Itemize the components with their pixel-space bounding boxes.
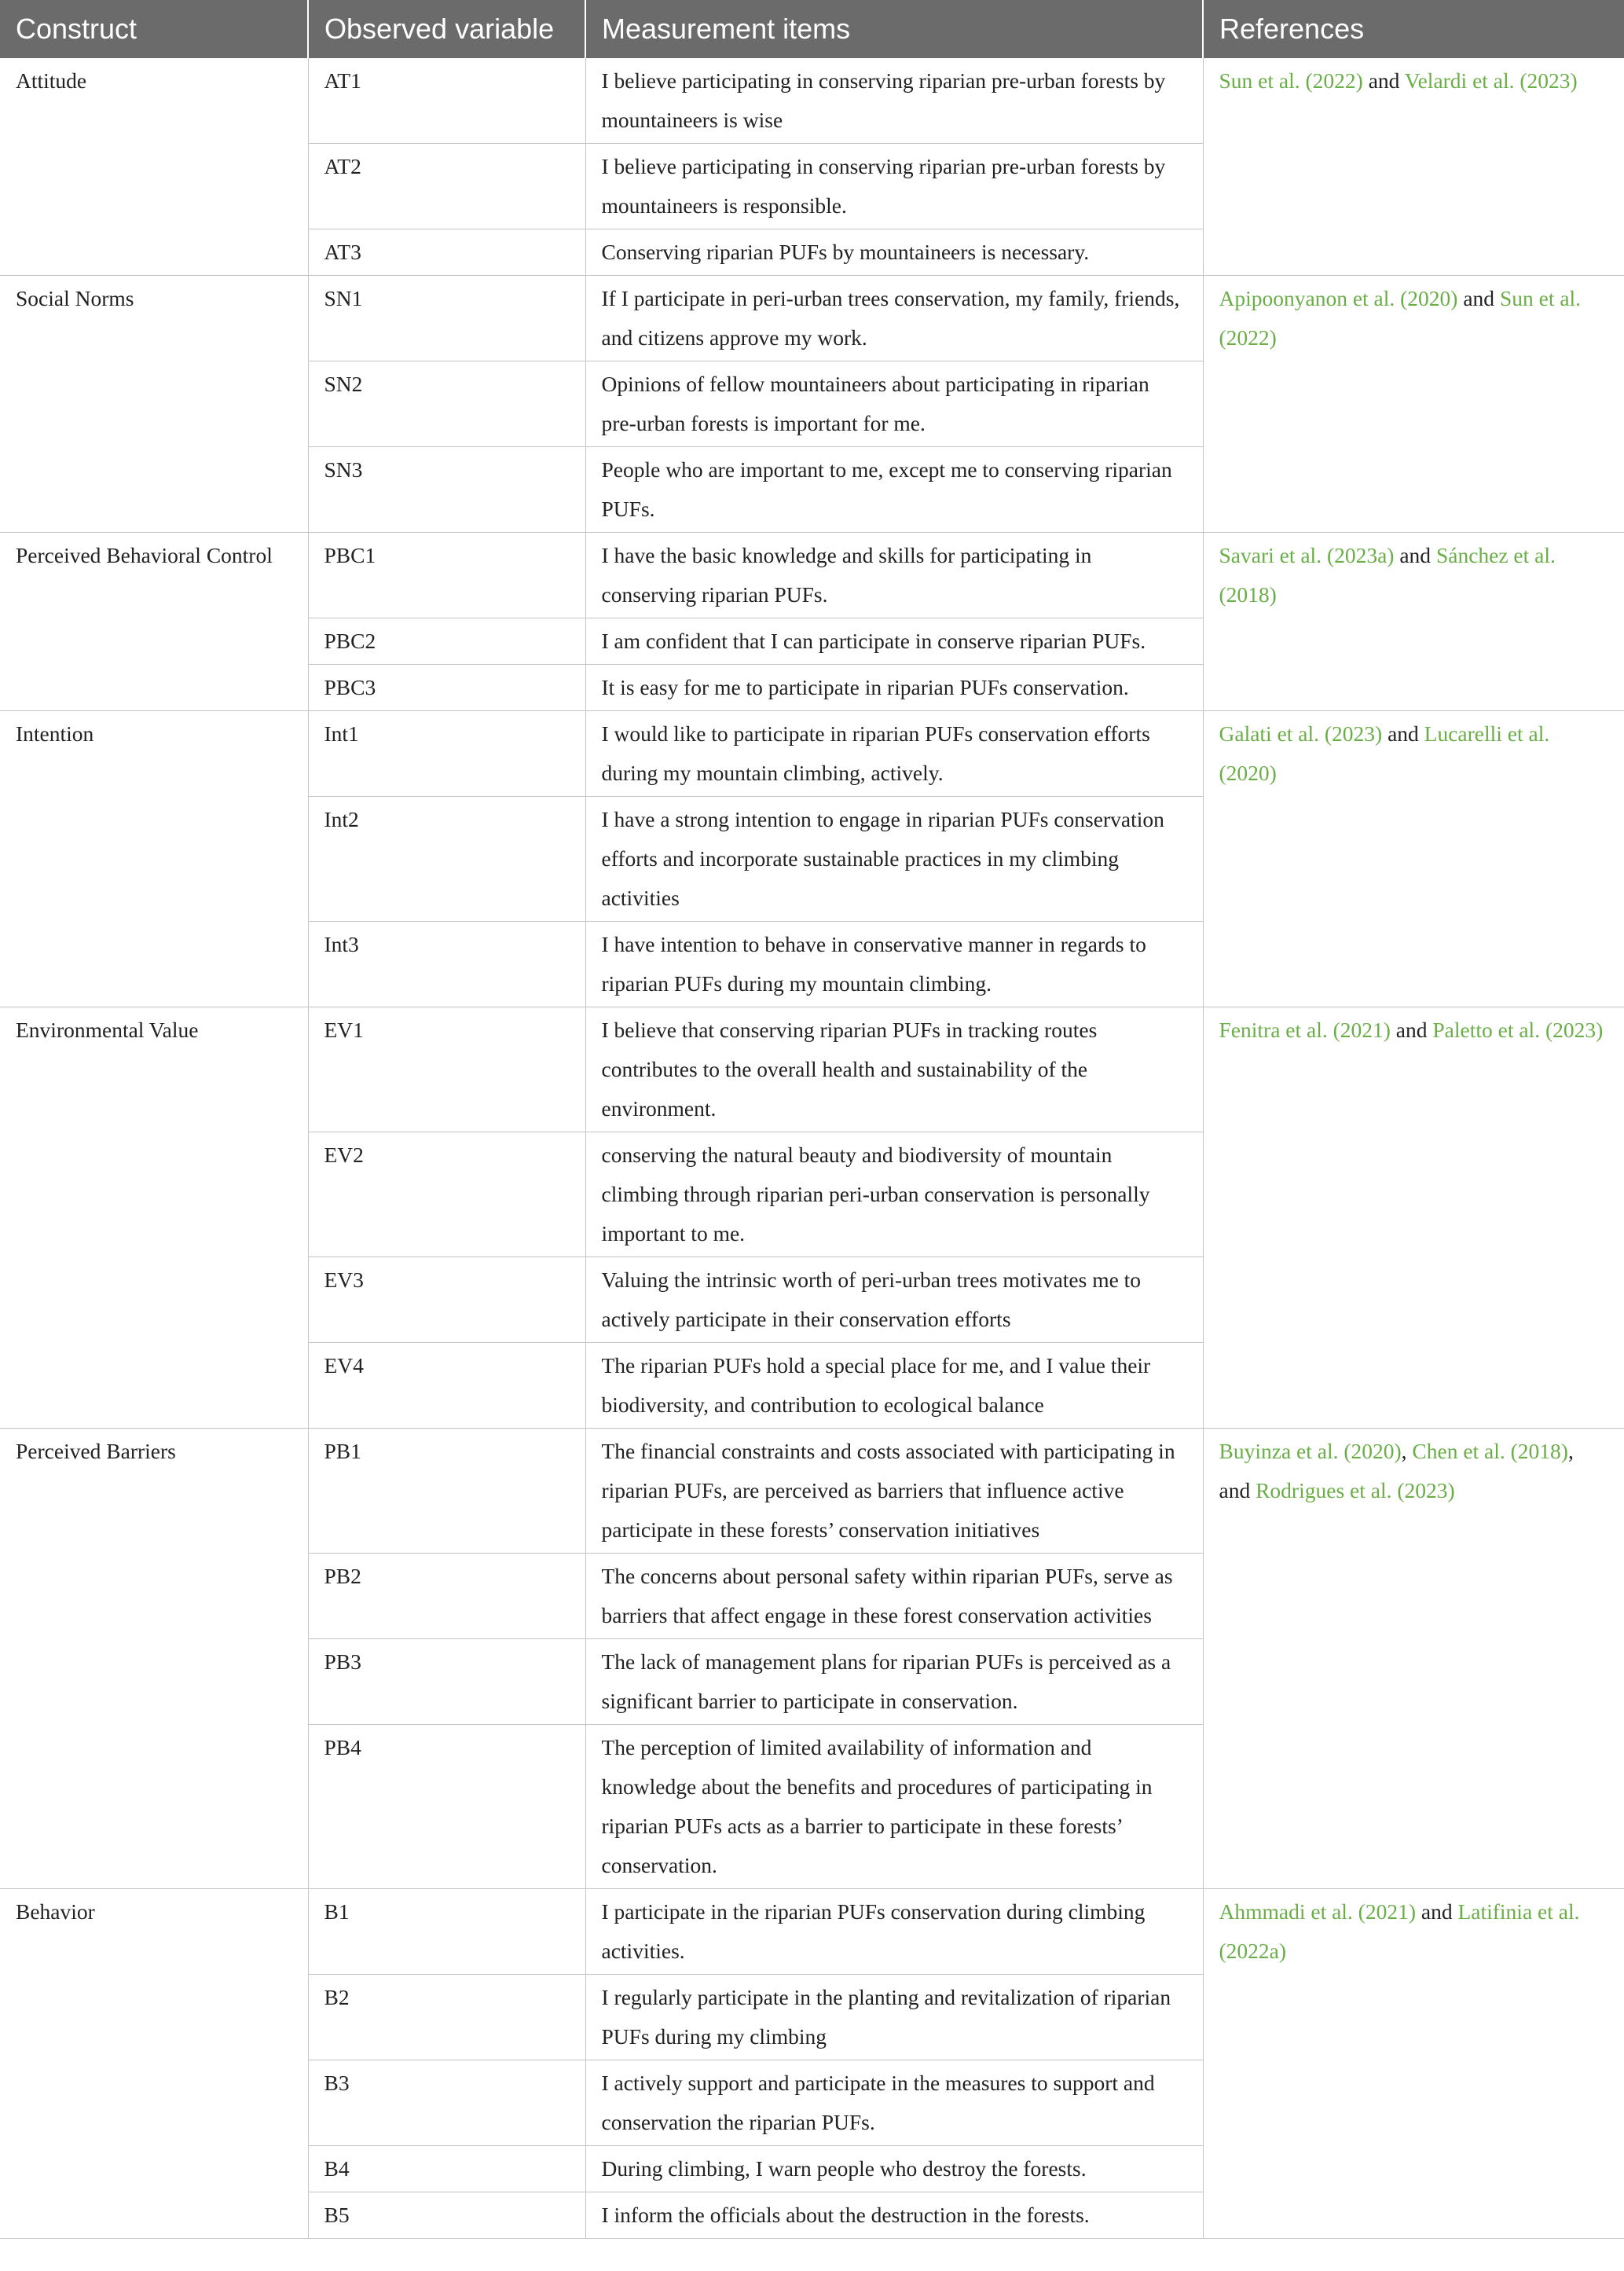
reference-link[interactable]: Sánchez et al. (2018) <box>1219 543 1556 607</box>
observed-variable-cell: SN2 <box>308 361 585 447</box>
construct-cell: Social Norms <box>0 276 308 533</box>
references-cell <box>1203 58 1624 276</box>
reference-link[interactable]: Rodrigues et al. (2023) <box>1256 1478 1455 1502</box>
reference-link[interactable]: Paletto et al. (2023) <box>1432 1018 1604 1042</box>
measurement-item-cell: The riparian PUFs hold a special place for me, and I value their biodiversity, and contribution to ecological balance <box>585 1343 1203 1429</box>
header-row <box>0 0 1624 58</box>
reference-separator: and <box>1382 721 1424 746</box>
measurement-item-cell: I have a strong intention to engage in riparian PUFs conservation efforts and incorporate sustainable practices in my climbing activities <box>585 797 1203 922</box>
observed-variable-cell: EV4 <box>308 1343 585 1429</box>
table-row <box>0 1007 1624 1132</box>
reference-separator: and <box>1394 543 1436 567</box>
measurement-item-cell: I believe participating in conserving riparian pre-urban forests by mountaineers is responsible. <box>585 144 1203 229</box>
measurement-item-cell: If I participate in peri-urban trees conservation, my family, friends, and citizens approve my work. <box>585 276 1203 361</box>
observed-variable-cell: PB1 <box>308 1429 585 1554</box>
measurement-item-cell: I participate in the riparian PUFs conservation during climbing activities. <box>585 1889 1203 1975</box>
reference-separator: and <box>1416 1899 1458 1924</box>
construct-cell: Perceived Behavioral Control <box>0 533 308 711</box>
table-row <box>0 711 1624 797</box>
measurement-item-cell: Valuing the intrinsic worth of peri-urban trees motivates me to actively participate in their conservation efforts <box>585 1257 1203 1343</box>
measurement-item-cell: The perception of limited availability of information and knowledge about the benefits and procedures of participating in riparian PUFs acts as a barrier to participate in these forests’ conservation. <box>585 1725 1203 1889</box>
measurement-item-cell: I would like to participate in riparian PUFs conservation efforts during my mountain climbing, actively. <box>585 711 1203 797</box>
observed-variable-cell: B2 <box>308 1975 585 2060</box>
measurement-item-cell: During climbing, I warn people who destroy the forests. <box>585 2146 1203 2192</box>
reference-link[interactable]: Savari et al. (2023a) <box>1219 543 1395 567</box>
reference-link[interactable]: Velardi et al. (2023) <box>1404 68 1578 93</box>
observed-variable-cell: PBC3 <box>308 665 585 711</box>
measurement-item-cell: Conserving riparian PUFs by mountaineers is necessary. <box>585 229 1203 276</box>
references-cell <box>1203 533 1624 711</box>
header-measurement-items: Measurement items <box>585 0 1203 58</box>
reference-link[interactable]: Latifinia et al. (2022a) <box>1219 1899 1580 1963</box>
references-cell <box>1203 1007 1624 1429</box>
observed-variable-cell: PB2 <box>308 1554 585 1639</box>
measurement-item-cell: It is easy for me to participate in riparian PUFs conservation. <box>585 665 1203 711</box>
observed-variable-cell: EV1 <box>308 1007 585 1132</box>
observed-variable-cell: EV3 <box>308 1257 585 1343</box>
observed-variable-cell: PBC2 <box>308 618 585 665</box>
measurement-item-cell: I believe that conserving riparian PUFs in tracking routes contributes to the overall health and sustainability of the environment. <box>585 1007 1203 1132</box>
measurement-item-cell: The financial constraints and costs associated with participating in riparian PUFs, are perceived as barriers that influence active participate in these forests’ conservation initiatives <box>585 1429 1203 1554</box>
reference-link[interactable]: Lucarelli et al. (2020) <box>1219 721 1550 785</box>
reference-separator: and <box>1390 1018 1433 1042</box>
construct-cell: Environmental Value <box>0 1007 308 1429</box>
measurement-item-cell: I regularly participate in the planting and revitalization of riparian PUFs during my climbing <box>585 1975 1203 2060</box>
construct-cell: Intention <box>0 711 308 1007</box>
observed-variable-cell: PB4 <box>308 1725 585 1889</box>
table-row <box>0 1429 1624 1554</box>
reference-separator: , <box>1401 1439 1413 1463</box>
reference-separator: and <box>1457 286 1500 310</box>
observed-variable-cell: EV2 <box>308 1132 585 1257</box>
reference-link[interactable]: Fenitra et al. (2021) <box>1219 1018 1391 1042</box>
construct-cell: Attitude <box>0 58 308 276</box>
reference-link[interactable]: Chen et al. (2018) <box>1412 1439 1568 1463</box>
reference-link[interactable]: Galati et al. (2023) <box>1219 721 1383 746</box>
observed-variable-cell: AT2 <box>308 144 585 229</box>
measurement-item-cell: Opinions of fellow mountaineers about participating in riparian pre-urban forests is important for me. <box>585 361 1203 447</box>
observed-variable-cell: PB3 <box>308 1639 585 1725</box>
references-cell <box>1203 1889 1624 2239</box>
measurement-item-cell: I have intention to behave in conservative manner in regards to riparian PUFs during my mountain climbing. <box>585 922 1203 1007</box>
measurement-item-cell: I believe participating in conserving riparian pre-urban forests by mountaineers is wise <box>585 58 1203 144</box>
header-observed-variable: Observed variable <box>308 0 585 58</box>
table-header <box>0 0 1624 58</box>
observed-variable-cell: B1 <box>308 1889 585 1975</box>
measurement-item-cell: I inform the officials about the destruction in the forests. <box>585 2192 1203 2239</box>
observed-variable-cell: B5 <box>308 2192 585 2239</box>
measurement-item-cell: The lack of management plans for riparian PUFs is perceived as a significant barrier to participate in conservation. <box>585 1639 1203 1725</box>
measurement-item-cell: The concerns about personal safety within riparian PUFs, serve as barriers that affect engage in these forest conservation activities <box>585 1554 1203 1639</box>
header-references: References <box>1203 0 1624 58</box>
observed-variable-cell: AT3 <box>308 229 585 276</box>
header-construct: Construct <box>0 0 308 58</box>
observed-variable-cell: AT1 <box>308 58 585 144</box>
observed-variable-cell: B3 <box>308 2060 585 2146</box>
observed-variable-cell: Int3 <box>308 922 585 1007</box>
reference-link[interactable]: Buyinza et al. (2020) <box>1219 1439 1402 1463</box>
reference-link[interactable]: Apipoonyanon et al. (2020) <box>1219 286 1458 310</box>
measurement-item-cell: I am confident that I can participate in conserve riparian PUFs. <box>585 618 1203 665</box>
reference-link[interactable]: Sun et al. (2022) <box>1219 68 1363 93</box>
reference-link[interactable]: Ahmmadi et al. (2021) <box>1219 1899 1416 1924</box>
measurement-item-cell: People who are important to me, except me to conserving riparian PUFs. <box>585 447 1203 533</box>
reference-link[interactable]: Sun et al. (2022) <box>1219 286 1582 350</box>
construct-cell: Behavior <box>0 1889 308 2239</box>
construct-cell: Perceived Barriers <box>0 1429 308 1889</box>
references-cell <box>1203 711 1624 1007</box>
reference-separator: , and <box>1219 1439 1574 1502</box>
table-row <box>0 1889 1624 1975</box>
table-row <box>0 58 1624 144</box>
observed-variable-cell: Int1 <box>308 711 585 797</box>
table-row <box>0 533 1624 618</box>
measurement-item-cell: conserving the natural beauty and biodiversity of mountain climbing through riparian peri-urban conservation is personally important to me. <box>585 1132 1203 1257</box>
observed-variable-cell: B4 <box>308 2146 585 2192</box>
measurement-item-cell: I have the basic knowledge and skills for participating in conserving riparian PUFs. <box>585 533 1203 618</box>
references-cell <box>1203 1429 1624 1889</box>
table-body <box>0 58 1624 2239</box>
observed-variable-cell: SN3 <box>308 447 585 533</box>
references-cell <box>1203 276 1624 533</box>
reference-separator: and <box>1362 68 1405 93</box>
table-row <box>0 276 1624 361</box>
observed-variable-cell: SN1 <box>308 276 585 361</box>
observed-variable-cell: PBC1 <box>308 533 585 618</box>
observed-variable-cell: Int2 <box>308 797 585 922</box>
measurement-item-cell: I actively support and participate in the measures to support and conservation the riparian PUFs. <box>585 2060 1203 2146</box>
